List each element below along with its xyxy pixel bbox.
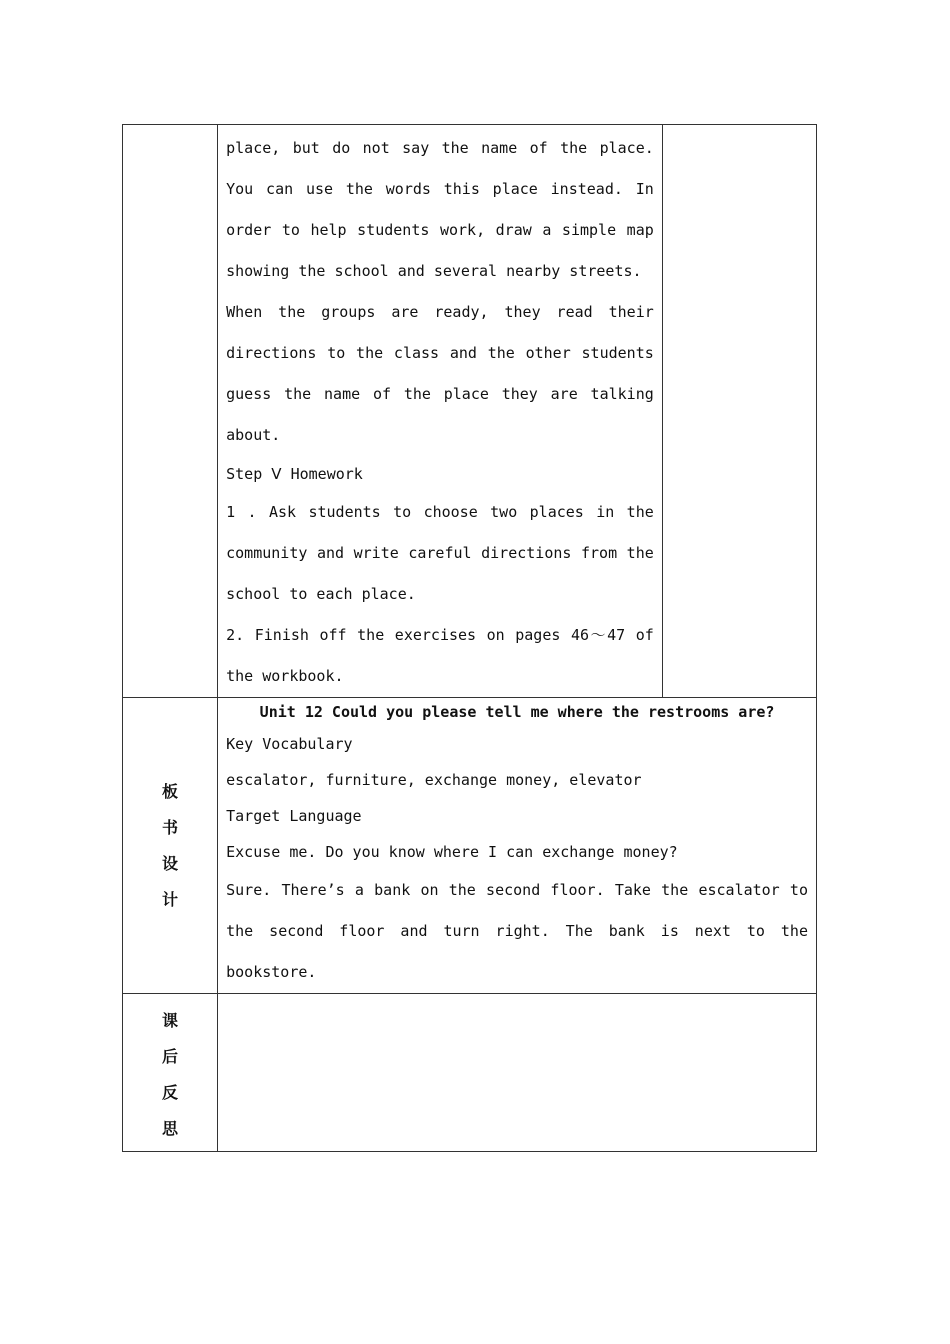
label-char: 课 (162, 1010, 179, 1030)
board-design-row (123, 698, 817, 994)
target-language-heading: Target Language (226, 807, 362, 825)
procedure-label-cell (123, 125, 218, 698)
reflection-label-cell (123, 994, 218, 1152)
homework-item: 1 . Ask students to choose two places in the community and write careful directions from the school to each place. (226, 503, 654, 603)
key-vocabulary-heading: Key Vocabulary (226, 735, 353, 753)
label-char: 设 (162, 853, 179, 873)
board-design-label-cell (123, 698, 218, 994)
label-char: 反 (162, 1082, 179, 1102)
homework-item: 2. Finish off the exercises on pages 46～47 of the workbook. (226, 626, 654, 685)
label-char: 后 (162, 1046, 179, 1066)
reflection-label (123, 999, 217, 1147)
board-design-content-cell (218, 698, 817, 994)
label-char: 计 (162, 889, 179, 909)
vocabulary-list: escalator, furniture, exchange money, elevator (226, 771, 642, 789)
label-char: 书 (162, 817, 179, 837)
board-design-label (123, 774, 217, 918)
board-title: Unit 12 Could you please tell me where the restrooms are? (259, 703, 775, 721)
procedure-row (123, 125, 817, 698)
step-heading: Step Ⅴ Homework (226, 465, 363, 483)
procedure-paragraph: place, but do not say the name of the place. You can use the words this place instead. In order to help students work, draw a simple map showing the school and several nearby streets. (226, 139, 654, 280)
label-char: 板 (162, 781, 179, 801)
label-char: 思 (162, 1118, 179, 1138)
reflection-row (123, 994, 817, 1152)
reflection-content-cell (218, 994, 817, 1152)
dialogue-line: Excuse me. Do you know where I can exchange money? (226, 843, 678, 861)
procedure-content-cell (218, 125, 663, 698)
procedure-notes-cell (662, 125, 816, 698)
lesson-plan-table (122, 124, 817, 1152)
dialogue-line: Sure. There’s a bank on the second floor. Take the escalator to the second floor and turn right. The bank is next to the bookstore. (226, 881, 808, 981)
procedure-paragraph: When the groups are ready, they read their directions to the class and the other students guess the name of the place they are talking about. (226, 303, 654, 444)
